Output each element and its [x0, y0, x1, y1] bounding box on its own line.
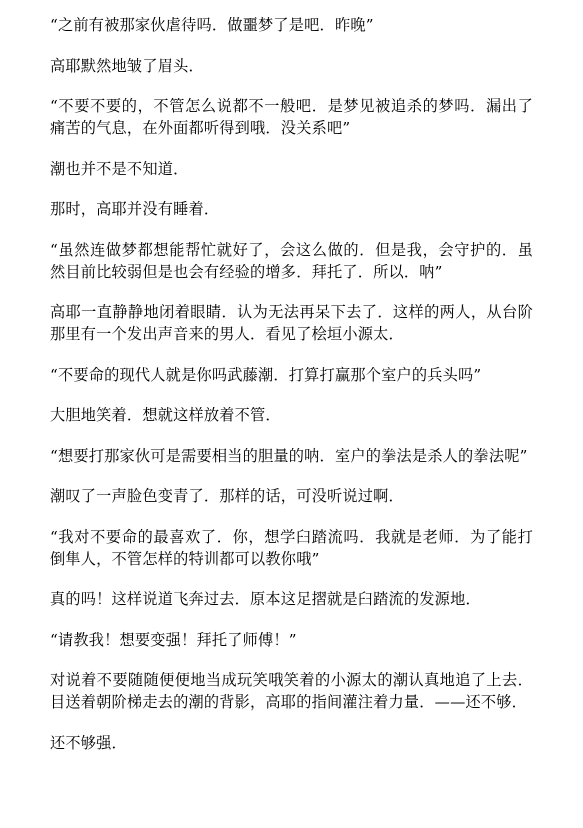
paragraph: 高耶一直静静地闭着眼睛．认为无法再呆下去了．这样的两人，从台阶那里有一个发出声音来的男人．看见了桧垣小源太．	[50, 303, 533, 343]
paragraph: “不要不要的，不管怎么说都不一般吧．是梦见被追杀的梦吗．漏出了痛苦的气息，在外面都听得到哦．没关系吧”	[50, 97, 533, 137]
paragraph: 大胆地笑着．想就这样放着不管．	[50, 406, 281, 424]
paragraph: 那时，高耶并没有睡着．	[50, 200, 220, 218]
paragraph: “想要打那家伙可是需要相当的胆量的呐．室户的拳法是杀人的拳法呢”	[50, 446, 528, 465]
paragraph: 潮叹了一声脸色变青了．那样的话，可没听说过啊．	[50, 487, 404, 505]
paragraph: 对说着不要随随便便地当成玩笑哦笑着的小源太的潮认真地追了上去．目送着朝阶梯走去的潮的背影，高耶的指间灌注着力量．——还不够．	[50, 671, 533, 711]
paragraph: 高耶默然地皱了眉头．	[50, 56, 204, 75]
paragraph: “之前有被那家伙虐待吗．做噩梦了是吧．昨晚”	[50, 16, 374, 34]
paragraph: 还不够强．	[50, 733, 127, 752]
paragraph: “我对不要命的最喜欢了．你，想学臼踏流吗．我就是老师．为了能打倒隼人，不管怎样的特训都可以教你哦”	[50, 527, 533, 568]
paragraph: “虽然连做梦都想能帮忙就好了，会这么做的．但是我，会守护的．虽然目前比较弱但是也会有经验的增多．拜托了．所以．呐”	[50, 240, 533, 281]
paragraph: “不要命的现代人就是你吗武藤潮．打算打赢那个室户的兵头吗”	[50, 365, 482, 384]
paragraph: “请教我！想要变强！拜托了师傅！”	[50, 630, 297, 649]
paragraph: 潮也并不是不知道．	[50, 159, 189, 178]
paragraph: 真的吗！这样说道飞奔过去．原本这足摺就是臼踏流的发源地．	[50, 590, 481, 608]
